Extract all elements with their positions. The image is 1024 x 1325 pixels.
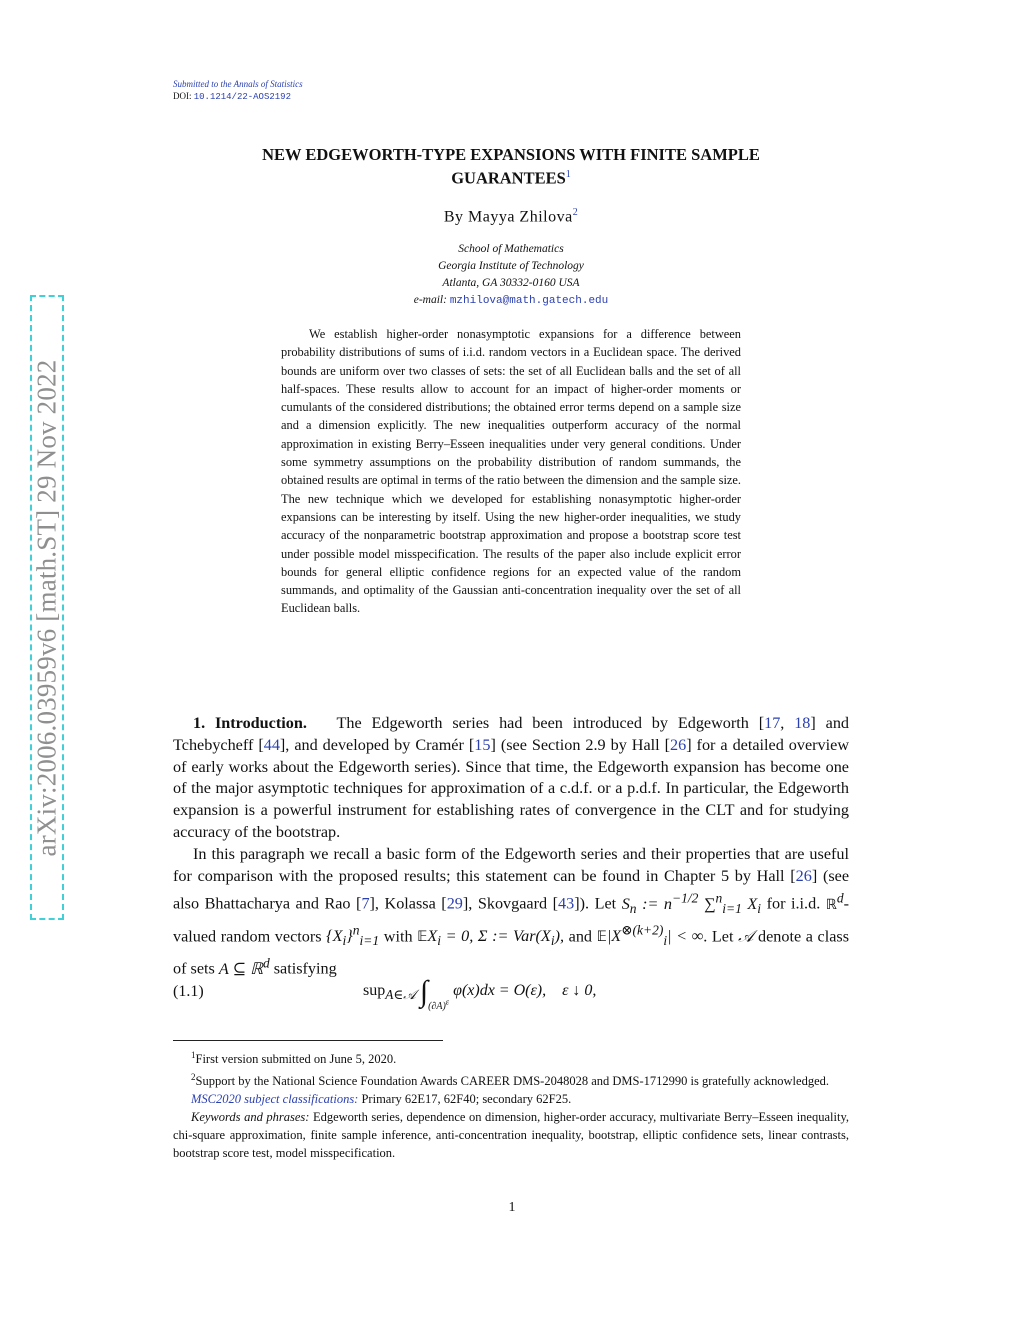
equation-body: sup$_{A\in 𝒜}$ $\int_{(\partial A)^\varepsilon}$ φ(x)dx = O(ε), ε ↓ 0, — [363, 975, 597, 1012]
citation-18[interactable]: 18 — [794, 714, 811, 732]
introduction-section — [173, 713, 849, 980]
arxiv-identifier: arXiv:2006.03959v6 [math.ST] 29 Nov 2022 — [31, 359, 62, 856]
email-label: e-mail: — [413, 294, 447, 306]
section-heading: 1. Introduction. — [193, 714, 307, 732]
doi-link[interactable]: 10.1214/22-AOS2192 — [193, 92, 291, 102]
author-footnote-mark[interactable]: 2 — [572, 207, 579, 218]
footnotes — [173, 1046, 849, 1162]
citation-17[interactable]: 17 — [764, 714, 781, 732]
math-sn: $S_n$ := $n^{-1/2}$ ∑$^n_{i=1}$ $X_i$ — [621, 890, 762, 916]
math-a-subset: A ⊆ ℝ$^d$ — [218, 955, 270, 978]
affiliation-institute: Georgia Institute of Technology — [438, 260, 584, 272]
paper-title — [173, 145, 849, 189]
author-last-name: Zhilova — [519, 208, 573, 226]
author-by: By — [443, 208, 464, 226]
equation-number: (1.1) — [173, 983, 204, 1000]
citation-7[interactable]: 7 — [361, 894, 370, 913]
affiliation-school: School of Mathematics — [458, 243, 564, 255]
citation-43[interactable]: 43 — [558, 894, 575, 913]
author-line — [173, 207, 849, 226]
equation-1-1 — [173, 975, 849, 1019]
arxiv-stamp — [30, 295, 64, 920]
intro-paragraph-1: 1. Introduction. The Edgeworth series had been introduced by Edgeworth [17, 18] and Tchebycheff [44], and developed by Cramér [15] (see Section 2.9 by Hall [26] for a detailed overview of early works about the Edgeworth series). Since that time, the Edgeworth expansion has become one of the major asymptotic techniques for approximation of a c.d.f. or a p.d.f. In particular, the Edgeworth expansion is a powerful instrument for establishing rates of convergence in the CLT and for studying accuracy of the bootstrap. — [173, 714, 850, 841]
footnote-divider — [173, 1040, 443, 1041]
intro-paragraph-2: In this paragraph we recall a basic form of the Edgeworth series and their properties that are useful for comparison with the proposed results; this statement can be found in Chapter 5 by Hall [26] (see also Bhattacharya and Rao [7], Kolassa [29], Skovgaard [43]). Let $S_n$ := $n^{-1/2}$ ∑$^n_{i=1}$ $X_i$ for i.i.d. ℝ$^d$-valued random vectors $\{X_i\}^n_{i=1}$ with 𝔼X$_i$ = 0, Σ := $Var(X_i)$, and $𝔼|X^{\otimes(k+2)}_i|$ < ∞. Let 𝒜 denote a class of sets A ⊆ ℝ$^d$ satisfying — [173, 844, 850, 978]
abstract: We establish higher-order nonasymptotic expansions for a difference between probability distributions of sums of i.i.d. random vectors in a Euclidean space. The derived bounds are uniform over two classes of sets: the set of all Euclidean balls and the set of all half-spaces. These results allow to account for an impact of higher-order moments or cumulants of the considered distributions; the obtained error terms depend on a sample size and a dimension explicitly. The new inequalities outperform accuracy of the normal approximation in existing Berry–Esseen inequalities under very general conditions. Under some symmetry assumptions on the probability distribution of random summands, the obtained results are optimal in terms of the ratio between the dimension and the sample size. The new technique which we developed for establishing nonasymptotic higher-order expansions can be interesting by itself. Using the new higher-order inequalities, we study accuracy of the nonparametric bootstrap approximation and propose a bootstrap score test under possible model misspecification. The results of the paper also include explicit error bounds for general elliptic confidence regions for an expected value of the random summands, and optimality of the Gaussian anti-concentration inequality over the set of all Euclidean balls. — [281, 327, 741, 616]
affiliation — [173, 241, 849, 310]
math-finite-moment: $𝔼|X^{\otimes(k+2)}_i|$ < ∞ — [596, 922, 704, 949]
msc-classification: MSC2020 subject classifications: Primary 62E17, 62F40; secondary 62F25. — [191, 1092, 572, 1107]
citation-26[interactable]: 26 — [670, 735, 687, 754]
math-rd: ℝ$^d$ — [825, 890, 844, 913]
footnote-1: $^1$First version submitted on June 5, 2020. — [191, 1050, 397, 1067]
journal-link[interactable]: Submitted to the Annals of Statistics — [173, 79, 303, 89]
math-moments: 𝔼X$_i$ = 0, Σ := $Var(X_i)$, — [417, 927, 565, 949]
title-line-1: NEW EDGEWORTH-TYPE EXPANSIONS WITH FINITE SAMPLE — [262, 145, 760, 164]
math-class-a: 𝒜 — [738, 927, 754, 946]
title-line-2: GUARANTEES — [451, 168, 566, 188]
footnote-2: $^2$Support by the National Science Foundation Awards CAREER DMS-2048028 and DMS-1712990 is gratefully acknowledged. — [191, 1072, 829, 1089]
citation-44[interactable]: 44 — [263, 735, 280, 754]
keywords: Keywords and phrases: Edgeworth series, dependence on dimension, higher-order accuracy, multivariate Berry–Esseen inequality, chi-square approximation, finite sample inference, anti-concentration inequality, bootstrap, elliptic confidence sets, linear contrasts, bootstrap score test, model misspecification. — [173, 1110, 850, 1161]
page-number: 1 — [508, 1200, 516, 1215]
email-link[interactable]: mzhilova@math.gatech.edu — [449, 295, 609, 307]
title-footnote-mark[interactable]: 1 — [565, 169, 571, 180]
doi-label: DOI: — [173, 91, 192, 101]
msc-link[interactable]: MSC2020 subject classifications: — [191, 1092, 359, 1107]
math-xi-set: $\{X_i\}^n_{i=1}$ — [326, 922, 380, 949]
author-first-name: Mayya — [467, 208, 515, 226]
page-header — [173, 78, 303, 103]
affiliation-address: Atlanta, GA 30332-0160 USA — [442, 277, 580, 289]
citation-29[interactable]: 29 — [446, 894, 463, 913]
citation-26b[interactable]: 26 — [795, 866, 812, 885]
citation-15[interactable]: 15 — [474, 735, 491, 754]
